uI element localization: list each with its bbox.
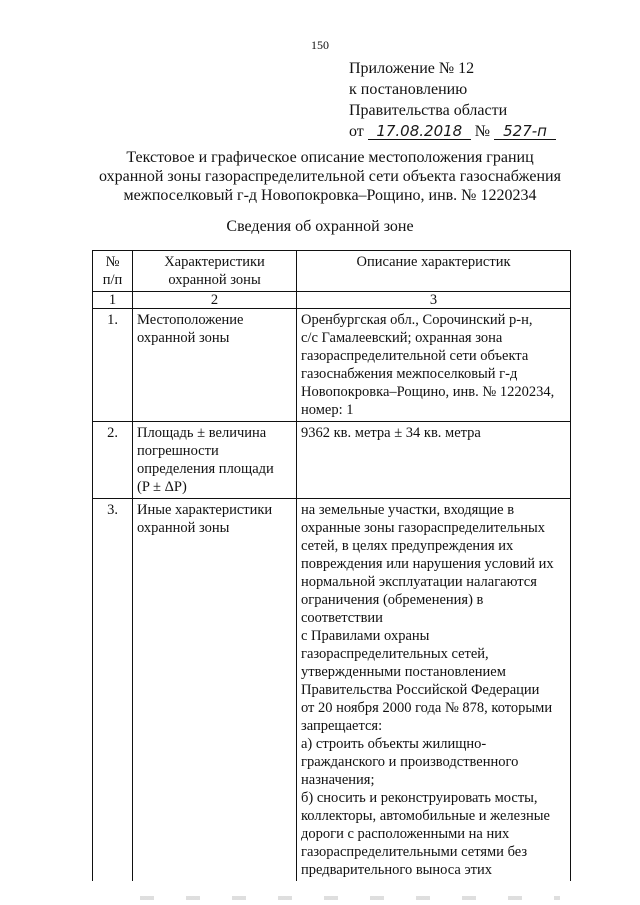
description-line: повреждения или нарушения условий их (301, 556, 554, 572)
row-characteristic (133, 422, 297, 499)
description-line: с/с Гамалеевский; охранная зона (301, 330, 503, 346)
description-line: Оренбургская обл., Сорочинский р-н, (301, 312, 533, 328)
description-line: нормальной эксплуатации налагаются (301, 574, 537, 590)
description-line: б) сносить и реконструировать мосты, (301, 790, 538, 806)
appendix-date-line (349, 121, 556, 142)
row-description (297, 499, 571, 882)
description-line: газоснабжения межпоселковый г-д (301, 366, 518, 382)
description-line: на земельные участки, входящие в (301, 502, 515, 518)
handwritten-number: 527-п (494, 123, 556, 140)
appendix-government: Правительства области (349, 102, 508, 119)
table-row (93, 499, 571, 882)
table-header-row (93, 251, 571, 292)
characteristic-line: (P ± ΔP) (137, 479, 187, 495)
description-line: предварительного выноса этих (301, 862, 493, 878)
row-description (297, 309, 571, 422)
header-number-line-2: п/п (102, 272, 123, 288)
description-line: номер: 1 (301, 402, 354, 418)
description-line: от 20 ноября 2000 года № 878, которыми (301, 700, 553, 716)
characteristic-line: определения площади (137, 461, 274, 477)
scan-artifact (140, 896, 560, 900)
description-line: дороги с расположенными на них (301, 826, 510, 842)
header-characteristics (133, 251, 297, 292)
description-line: газораспределительными сетями без (301, 844, 528, 860)
description-line: с Правилами охраны (301, 628, 430, 644)
header-char-line-2: охранной зоны (168, 272, 261, 288)
index-cell-3: 3 (297, 292, 571, 309)
header-number (93, 251, 133, 292)
table-index-row (93, 292, 571, 309)
appendix-to-resolution: к постановлению (349, 81, 468, 98)
row-characteristic (133, 309, 297, 422)
number-label: № (474, 123, 491, 140)
description-line: газораспределительной сети объекта (301, 348, 529, 364)
description-line: коллекторы, автомобильные и железные (301, 808, 550, 824)
description-line: Новопокровка–Рощино, инв. № 1220234, (301, 384, 555, 400)
index-cell-2: 2 (133, 292, 297, 309)
zone-info-table (92, 250, 571, 881)
title-line-1: Текстовое и графическое описание местоположения границ (126, 149, 534, 166)
title-line-2: охранной зоны газораспределительной сети объекта газоснабжения (99, 168, 561, 185)
row-number: 1. (93, 309, 133, 422)
section-heading: Сведения об охранной зоне (226, 218, 414, 235)
table-row (93, 309, 571, 422)
characteristic-line: погрешности (137, 443, 219, 459)
characteristic-line: Местоположение (137, 312, 244, 328)
appendix-block (349, 58, 556, 142)
characteristic-line: охранной зоны (137, 520, 230, 536)
row-number: 2. (93, 422, 133, 499)
from-label: от (349, 123, 364, 140)
description-line: а) строить объекты жилищно- (301, 736, 487, 752)
characteristic-line: охранной зоны (137, 330, 230, 346)
handwritten-date: 17.08.2018 (368, 123, 471, 140)
title-line-3: межпоселковый г-д Новопокровка–Рощино, инв. № 1220234 (123, 187, 537, 204)
description-line: утвержденными постановлением (301, 664, 506, 680)
description-line: гражданского и производственного (301, 754, 519, 770)
index-cell-1: 1 (93, 292, 133, 309)
header-char-line-1: Характеристики (164, 254, 265, 270)
description-line: назначения; (301, 772, 375, 788)
page-number: 150 (311, 38, 329, 52)
description-line: газораспределительных сетей, (301, 646, 489, 662)
row-description (297, 422, 571, 499)
description-line: запрещается: (301, 718, 383, 734)
description-line: ограничения (обременения) в соответствии (301, 592, 484, 626)
row-number: 3. (93, 499, 133, 882)
appendix-title: Приложение № 12 (349, 60, 475, 77)
description-line: сетей, в целях предупреждения их (301, 538, 514, 554)
table-row (93, 422, 571, 499)
description-line: Правительства Российской Федерации (301, 682, 540, 698)
document-title (70, 148, 590, 205)
description-line: 9362 кв. метра ± 34 кв. метра (301, 425, 481, 441)
characteristic-line: Иные характеристики (137, 502, 273, 518)
header-number-line-1: № (105, 254, 120, 270)
header-description: Описание характеристик (297, 251, 571, 292)
row-characteristic (133, 499, 297, 882)
description-line: охранные зоны газораспределительных (301, 520, 546, 536)
characteristic-line: Площадь ± величина (137, 425, 267, 441)
